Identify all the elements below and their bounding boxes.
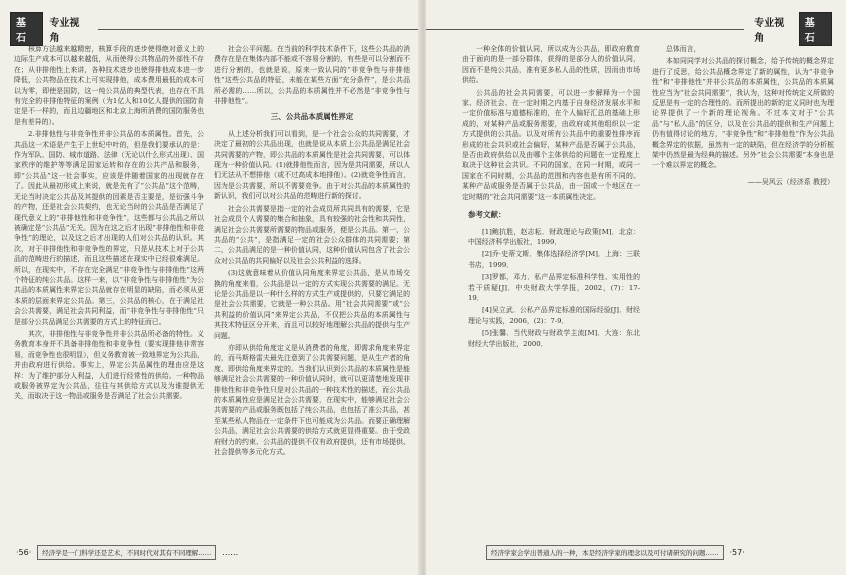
section-badge: 基石 — [799, 12, 832, 46]
page-number: ·57· — [729, 547, 745, 557]
column-title: 专业视角 — [49, 18, 80, 44]
page-number: ·56· — [16, 547, 32, 557]
column-title: 专业视角 — [754, 18, 785, 44]
right-column-1 — [462, 44, 640, 544]
paragraph: (3)这就意味着从价值认同角度来界定公共品，是从市场交换的角度来看，公共品是以一定的方式实现公共需要的满足。无论是公共品是以一种什么样的方式生产或提供的，只要它满足的是社会公共需要，它就是一种公共品。用“社会共同需要”或“公共利益的价值认同”来界定公共品，不仅把公共品的本质属性与其技术特征区分开来，而且可以较好地理解公共品的提供与生产问题。 — [214, 269, 410, 340]
references-heading: 参考文献： — [468, 210, 506, 220]
left-column-2 — [214, 44, 410, 544]
footer-quote: 经济学是一门科学还是艺术，不同时代对其有不同理解…… — [37, 545, 216, 560]
header-rule — [426, 29, 744, 30]
right-column-2 — [652, 44, 834, 304]
footer-source: …… — [222, 547, 239, 557]
reference-item: [5]张馨．当代财政与财政学主流[M]．大连：东北财经大学出版社，2000． — [468, 329, 640, 348]
header-rule — [98, 29, 420, 30]
editor-signature: ——吴风云（经济系 教授） — [747, 177, 834, 186]
paragraph: 社会公共需要是指一定的社会成员所共同具有的需要，它是社会成员个人需要的集合和抽象，具有较强的社会性和共同性，满足社会公共需要所需要的物品或服务，便是公共品。第一，公共品的“公共”，是指满足一定的社会公众群体的共同需要；第二，公共品满足的是一种价值认同，这种价值认同包含了社会公众对公共品的共同偏好以及社会公共利益的选择。 — [214, 204, 410, 265]
paragraph: 社会公平问题。在当前的科学技术条件下，这些公共品的消费存在是在集体内部不能或不容易分割的，有些是可以分割而不进行分割的，也就是说，原来一致认同的“非竞争性与非排他性”这些公共品的特征，未能在某些方面“充分条件”，是公共品所必需的……所以，公共品的本质属性并不必然是“非竞争性与非排他性”。 — [214, 45, 410, 106]
left-page — [0, 0, 420, 575]
footer-quote: 经济学家会学出普通人的一种，本是经济学家的理念以及可付诸研究的问题…… — [486, 545, 724, 560]
paragraph: 本如同同学对公共品的探讨概念，给予传统的概念界定进行了反思，给公共品概念界定了新的属性，认为“非竞争性”和“非排他性”并非公共品的本质属性，公共品的本质属性应当为“社会共同需要”，我认为，这种对传统定义所做的反思是有一定的合理性的。而所提出的新的定义同时也为理论界提供了一个新的理论视角。不过本文对于“公共品”与“私人品”的区分，以及在公共品的提供和生产问题上仍有值得讨论的地方，“非竞争性”和“非排他性”作为公共品概念界定的依据，虽然有一定的缺陷，但在经济学的分析框架中仍然是最为经典的描述。另外“社会公共需要”本身也是一个难以界定的概念。 — [652, 57, 834, 170]
paragraph: 其次，非排他性与非竞争性并非公共品所必备的特性。义务教育本身并不具备非排他性和非竞争性（要实现排他非常容易，而竞争性也很明显），但义务教育被一致地界定为公共品，并由政府进行供给。事实上，界定公共品属性的理由应是这样：为了维护部分人利益，人们进行经常性的供给。一种物品或服务被界定为公共品，往往与其供给方式以及为谁提供无关，而取决于这一物品或服务是否满足了社会公共需要。 — [14, 329, 204, 401]
paragraph: 公共品的社会共同需要，可以进一步解释为一个国家、经济社会、在一定时期之内基于自身经济发展水平和一定价值标准与道德标准的，在个人偏好汇总的基础上形成的，对某种产品或服务需要，由政府或其他组织以一定方式提供的公共品。以及对所有公共品中的重要性排序而形成的社会共识或社会偏好，某种产品是否属于公共品，是否由政府供给以及由哪个主体供给的问题在一定程度上取决于这种社会共识。不同的国家，在同一时期，或同一国家在不同时期，公共品的范围和内容也是有所不同的。某种产品或服务是否属于公共品，由一国或一个地区在一定时期的“社会共同需要”这一本质属性决定。 — [462, 88, 640, 201]
right-header — [426, 18, 832, 44]
section-heading: 三、公共品本质属性界定 — [270, 112, 354, 122]
reference-item: [4]吴立武．公私产品界定标准的国际经验[J]．财经理论与实践，2006，(2)：7-9． — [468, 306, 640, 325]
reference-item: [2]乔·史蒂文斯．集体选择经济学[M]．上海：三联书店，1999． — [468, 250, 640, 269]
reference-item: [1]鲍抗胜，赵志耘．财政理论与政策[M]．北京：中国经济科学出版社，1999． — [468, 227, 640, 246]
paragraph: 核算方法越来越精密，核算手段的进步使得绝对意义上的边际生产成本可以越来越低，从而使得公共物品的外部性不存在；从非排他性上来讲，各种技术进步也使得排他成本进一步降低，公共物品在技术上可实现排他，成本费用最低的成本可以为零，即使是国防，这一纯公共品的典型代表，也存在不具有完全的非排他特征的案例（为1亿人和10亿人提供的国防肯定是不一样的，而且边疆地区和北京上海所消费的国防服务也是有差异的）。 — [14, 45, 204, 126]
paragraph: 从上述分析我们可以看到，是一个社会公众的共同需要，才决定了最初的公共品出现，也就是说从本质上公共品是满足社会共同需要的产物，即公共品的本质属性是社会共同需要，可以体现为一种价值认同。(1)就排他性而言，因为是共同需要，所以人们无法从不想排他（或不过高成本地排他）。(2)就竞争性而言，因为是公共需要，所以不需要竞争。由于对公共品的本质属性的新认识，我们可以对公共品的范畴进行新的探讨。 — [214, 129, 410, 201]
paragraph: 一种全体的价值认同，所以成为公共品，即政府教育由于面向的是一部分群体，获得的是部分人的价值认同，因而不是纯公共品，准有更多私人品的性质，因而由市场供给。 — [462, 45, 640, 85]
paragraph: 总体而言， — [666, 45, 701, 53]
reference-item: [3]罗都，邓力．私产品界定标准科学性、实用性的若干质疑[J]．中央财政大学学报，2002，(7)：17-19． — [468, 273, 640, 302]
right-footer — [486, 541, 751, 563]
paragraph: 亦即从供给角度定义是从消费者的角度，即需求角度来界定的，而马斯格雷夫最先注意到了公共需要问题，是从生产者的角度、即供给角度来界定的。当我们认识到公共品的本质属性是能够满足社会公共需要的一种价值认同时，就可以更清楚地发现非排他性和非竞争性只是对公共品的一种技术性的描述，而公共品的本质属性应是满足社会公共需要，在现实中，能够满足社会公共需要的产品或服务既包括了纯公共品，也包括了准公共品，甚至某些私人物品在一定条件下也可能成为公共品。而要正确理解公共品，满足社会公共需要的供给方式就更显得重要。由于受政府财力的约束、公共品的提供不仅有政府提供，还有市场提供、社会提供等多元化方式。 — [214, 343, 410, 457]
paragraph: 2.非排他性与非竞争性并非公共品的本质属性。首先，公共品这一术语是产生于上世纪中叶的，但是我们要承认的是：作为军队、国防、城市道路、法律（无论以什么形式出现）、国家秩序的维护等等满足国家运转和存在的公共产品和服务，即“公共品”这一社会事实，应该是伴随着国家的出现就存在了。因此从最初形成上来说，就是先有了“公共品”这个范畴，无论当时决定公共品及其提供的因素是否主要是，是衍强斗争的产物，还是社会公共契约，也无论当时的公共品是否满足了现代意义上的“非排他性和非竞争性”，这些都与公共品之所以被确定是“公共品”无关。因为在这之后才出现“非排他性和非竞争性”的理论，以及这之后才出现的人们对公共品的认识。其次，对于非排他性和非竞争性的界定，只是从技术上对于公共品的范畴进行的描述，而且这些描述在现实中已经很难满足。所以，在现实中，不存在完全满足“非竞争性与非排他性”这两个特征的纯公共品。这样一来，以“非竞争性与非排他性”为公共品的本质属性来界定公共品就存在明显的缺陷，而必须从更本质的层面来界定公共品。第三，公共品的核心，在于满足社会公共需要，满足社会共同利益，而“非竞争性与非排他性”只是部分公共品满足公共需要的方式上的特征而已。 — [14, 130, 204, 326]
left-header — [10, 18, 420, 44]
left-column-1 — [14, 44, 204, 544]
left-footer — [10, 541, 244, 563]
section-badge: 基石 — [10, 12, 43, 46]
right-page — [426, 0, 846, 575]
